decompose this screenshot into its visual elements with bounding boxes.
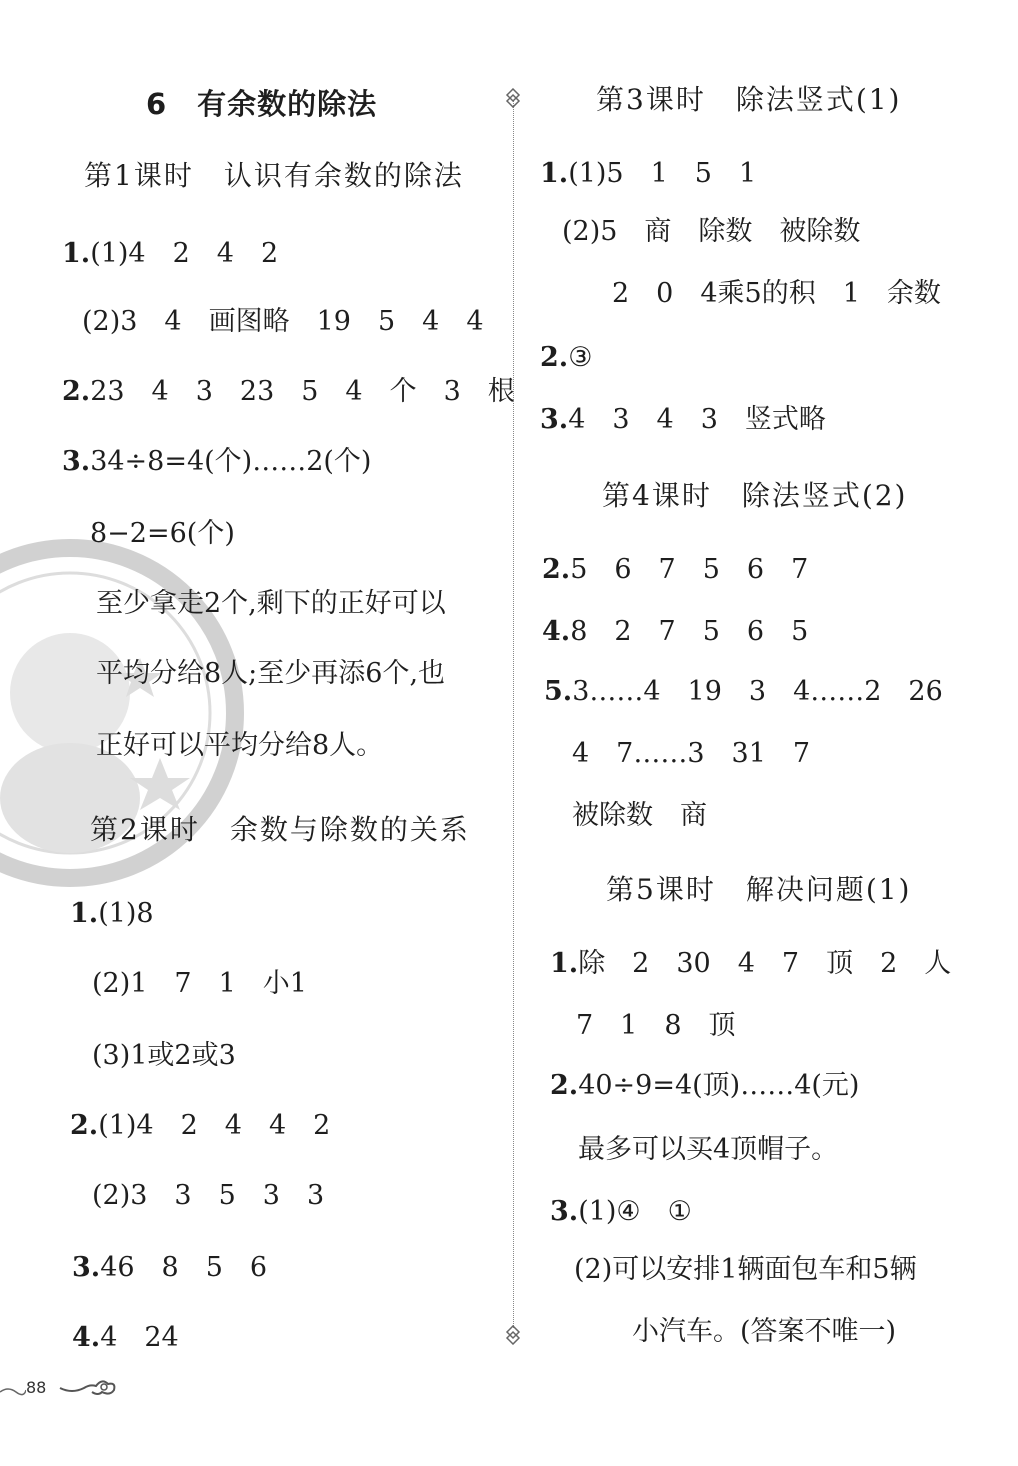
answer-line: (2)5 商 除数 被除数 (562, 216, 861, 247)
lesson-4-heading: 第4课时 除法竖式(2) (602, 479, 908, 512)
answer-line (550, 1070, 859, 1102)
answer-text: (1)4 2 4 4 2 (98, 1110, 331, 1141)
cloud-swirl-icon (58, 1374, 118, 1398)
answer-line: 平均分给8人;至少再添6个,也 (96, 658, 446, 689)
question-number: 5. (544, 676, 573, 707)
answer-text: ③ (568, 342, 593, 373)
lesson-2-heading: 第2课时 余数与除数的关系 (90, 813, 470, 846)
column-divider (513, 100, 514, 1328)
question-number: 1. (540, 158, 569, 189)
answer-line (542, 616, 808, 648)
question-number: 2. (62, 376, 91, 407)
question-number: 3. (72, 1252, 101, 1283)
question-number: 4. (72, 1322, 101, 1353)
answer-text: 34÷8=4(个)……2(个) (90, 446, 372, 477)
answer-line: (2)1 7 1 小1 (92, 968, 307, 999)
chapter-title: 6 有余数的除法 (146, 87, 378, 121)
question-number: 1. (550, 948, 579, 979)
question-number: 4. (542, 616, 571, 647)
answer-line (550, 1196, 692, 1228)
answer-line (540, 404, 826, 436)
question-number: 2. (540, 342, 569, 373)
lesson-5-heading: 第5课时 解决问题(1) (606, 873, 912, 906)
divider-ornament-icon (503, 88, 523, 108)
answer-text: 除 2 30 4 7 顶 2 人 (578, 948, 952, 979)
answer-line (62, 238, 278, 270)
answer-text: (1)8 (98, 898, 154, 929)
question-number: 1. (62, 238, 91, 269)
answer-line: 至少拿走2个,剩下的正好可以 (96, 588, 446, 619)
answer-line: 最多可以买4顶帽子。 (578, 1134, 839, 1165)
answer-line (72, 1252, 267, 1284)
answer-line (70, 898, 154, 930)
question-number: 2. (70, 1110, 99, 1141)
answer-line: 2 0 4乘5的积 1 余数 (612, 278, 941, 309)
question-number: 3. (62, 446, 91, 477)
question-number: 3. (550, 1196, 579, 1227)
answer-text: 4 24 (100, 1322, 179, 1353)
answer-text: (1)5 1 5 1 (568, 158, 757, 189)
question-number: 3. (540, 404, 569, 435)
answer-line: (2)可以安排1辆面包车和5辆 (574, 1254, 917, 1285)
answer-text: 46 8 5 6 (100, 1252, 268, 1283)
answer-text: 8 2 7 5 6 5 (570, 616, 809, 647)
answer-line (542, 554, 808, 586)
answer-line: (3)1或2或3 (92, 1040, 236, 1071)
answer-line: 小汽车。(答案不唯一) (632, 1316, 897, 1347)
answer-text: 40÷9=4(顶)……4(元) (578, 1070, 860, 1101)
question-number: 2. (550, 1070, 579, 1101)
answer-line: 8−2=6(个) (90, 518, 235, 549)
answer-line: 正好可以平均分给8人。 (96, 730, 384, 761)
answer-text: 23 4 3 23 5 4 个 3 根 (90, 376, 515, 407)
answer-line: 7 1 8 顶 (576, 1010, 736, 1041)
answer-line (70, 1110, 330, 1142)
answer-line (62, 376, 515, 408)
answer-line (544, 676, 943, 708)
answer-text: (1)④ ① (578, 1196, 692, 1227)
answer-line (72, 1322, 179, 1354)
answer-line: 4 7……3 31 7 (572, 738, 811, 769)
footer-wave-icon (0, 1384, 26, 1396)
answer-text: 3……4 19 3 4……2 26 (572, 676, 943, 707)
answer-text: 5 6 7 5 6 7 (570, 554, 809, 585)
answer-line (540, 158, 756, 190)
answer-text: (1)4 2 4 2 (90, 238, 279, 269)
answer-line: 被除数 商 (572, 800, 707, 831)
answer-line (550, 948, 951, 980)
answer-line: (2)3 4 画图略 19 5 4 4 (82, 306, 484, 337)
question-number: 2. (542, 554, 571, 585)
divider-ornament-icon (503, 1325, 523, 1345)
answer-text: 4 3 4 3 竖式略 (568, 404, 826, 435)
answer-line: (2)3 3 5 3 3 (92, 1180, 325, 1211)
answer-line (62, 446, 371, 478)
lesson-3-heading: 第3课时 除法竖式(1) (596, 83, 902, 116)
answer-line (540, 342, 592, 374)
question-number: 1. (70, 898, 99, 929)
lesson-1-heading: 第1课时 认识有余数的除法 (84, 159, 464, 192)
page-number: 88 (26, 1378, 47, 1397)
